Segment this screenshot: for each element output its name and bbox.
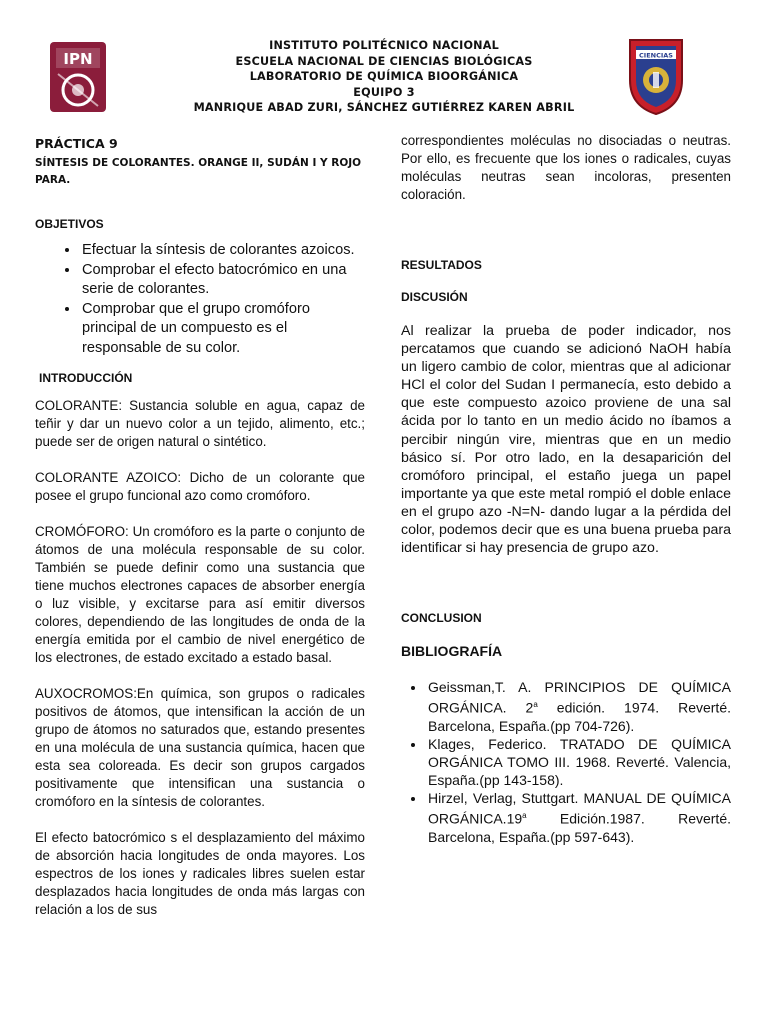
list-item	[426, 789, 731, 846]
bib-entry-text: Klages, Federico. TRATADO DE QUÍMICA ORGÁNICA TOMO III. 1968. Reverté. Valencia, España.(pp 143-158).	[428, 735, 731, 788]
institution-header	[150, 38, 618, 116]
left-column	[35, 132, 365, 919]
conclusion-heading: CONCLUSION	[401, 611, 482, 626]
list-item: • Comprobar el efecto batocrómico en una serie de colorantes.	[80, 261, 365, 300]
paragraph-auxocromos: AUXOCROMOS:En química, son grupos o radicales positivos de átomos, que intensifican la acción de un grupo de átomos no saturados que, estando presentes en una molécula de una sustancia química, hacen que esta sea coloreada. Es decir son grupos cargados positivamente que intensifican una sustancia o cromóforo en la síntesis de colorantes.	[35, 685, 365, 809]
bibliography-heading: BIBLIOGRAFÍA	[401, 643, 503, 660]
paragraph-colorante: COLORANTE: Sustancia soluble en agua, capaz de teñir y dar un nuevo color a un tejido, alimento, etc.; puede ser de origen natural o sintético.	[35, 397, 365, 449]
discussion-heading: DISCUSIÓN	[401, 290, 468, 304]
paragraph-efecto-batocromico-cont: correspondientes moléculas no disociadas o neutras. Por ello, es frecuente que los iones o radicales, cuyas moléculas neutras sean incoloras, presenten coloración.	[401, 133, 731, 202]
objectives-list	[35, 241, 365, 359]
list-item	[426, 678, 731, 735]
bib-entry-text: Edición.1987. Reverté. Barcelona, España.(pp 597-643).	[428, 810, 731, 845]
discussion-text: Al realizar la prueba de poder indicador, nos percatamos que cuando se adicionó NaOH había un ligero cambio de color, mientras que al adicionar HCl el color del Sudan I permanecía, esto debido a que este compuesto azoico proviene de una sal ácida por lo tanto en un medio ácido no íbamos a percibir ningún vire, mientras que en un medio básico sí. Por otro lado, en la desaparición del cromóforo principal, el estaño juega un papel importante ya que este metal rompió el doble enlace en el grupo azo -N=N- dando lugar a la pérdida del color, podemos decir que es una buena prueba para identificar si hay presencia de grupo azo.	[401, 323, 731, 557]
list-item: • Comprobar que el grupo cromóforo principal de un compuesto es el responsable de su color.	[80, 300, 365, 359]
paragraph-cromoforo: CROMÓFORO: Un cromóforo es la parte o conjunto de átomos de una molécula responsable de su color. También se puede definir como una sustancia que tiene muchos electrones capaces de absorber energía o luz visible, y excitarse para así emitir diversos colores, dependiendo de las longitudes de onda de la energía emitida por el cambio de nivel energético de los electrones, de estado excitado a estado basal.	[35, 523, 365, 665]
list-item	[426, 735, 731, 789]
paragraph-efecto-batocromico: El efecto batocrómico s el desplazamiento del máximo de absorción hacia longitudes de onda mayores. Los espectros de los iones y radicales libres suelen estar desplazados hacia longitudes de onda más largas con relación a los de sus	[35, 829, 365, 917]
practice-subtitle-line: SÍNTESIS DE COLORANTES. ORANGE II, SUDÁN I Y ROJO	[35, 157, 362, 169]
document-header	[0, 36, 768, 126]
list-item: • Efectuar la síntesis de colorantes azoicos.	[80, 241, 365, 261]
bib-entry-text: Geissman,T. A. PRINCIPIOS DE QUÍMICA ORGÁNICA. 2	[428, 679, 731, 716]
ipn-logo-text: IPN	[63, 50, 93, 68]
encb-logo-text: CIENCIAS	[639, 51, 673, 60]
header-line-authors: MANRIQUE ABAD ZURI, SÁNCHEZ GUTIÉRREZ KAREN ABRIL	[193, 101, 575, 114]
right-column	[401, 132, 731, 846]
objectives-heading: OBJETIVOS	[35, 217, 104, 231]
ipn-logo	[48, 40, 108, 114]
encb-logo	[624, 36, 688, 116]
paragraph-colorante-azoico: COLORANTE AZOICO: Dicho de un colorante que posee el grupo funcional azo como cromóforo.	[35, 469, 365, 503]
header-line-institute: INSTITUTO POLITÉCNICO NACIONAL	[269, 39, 499, 52]
header-line-team: EQUIPO 3	[353, 85, 415, 99]
practice-subtitle	[35, 155, 365, 189]
ordinal-mark: a	[522, 810, 527, 820]
practice-title: PRÁCTICA 9	[35, 136, 118, 151]
bib-entry-text: Hirzel, Verlag, Stuttgart. MANUAL DE QUÍMICA ORGÁNICA.19	[428, 789, 731, 827]
bib-entry-text: edición. 1974. Reverté. Barcelona, España.(pp 704-726).	[428, 699, 731, 734]
ordinal-mark: a	[533, 700, 538, 710]
introduction-heading: INTRODUCCIÓN	[39, 370, 133, 385]
header-line-school: ESCUELA NACIONAL DE CIENCIAS BIOLÓGICAS	[235, 54, 533, 68]
results-heading: RESULTADOS	[401, 258, 482, 272]
bibliography-list	[401, 678, 731, 845]
practice-subtitle-line: PARA.	[35, 174, 71, 186]
header-line-lab: LABORATORIO DE QUÍMICA BIOORGÁNICA	[249, 70, 519, 83]
